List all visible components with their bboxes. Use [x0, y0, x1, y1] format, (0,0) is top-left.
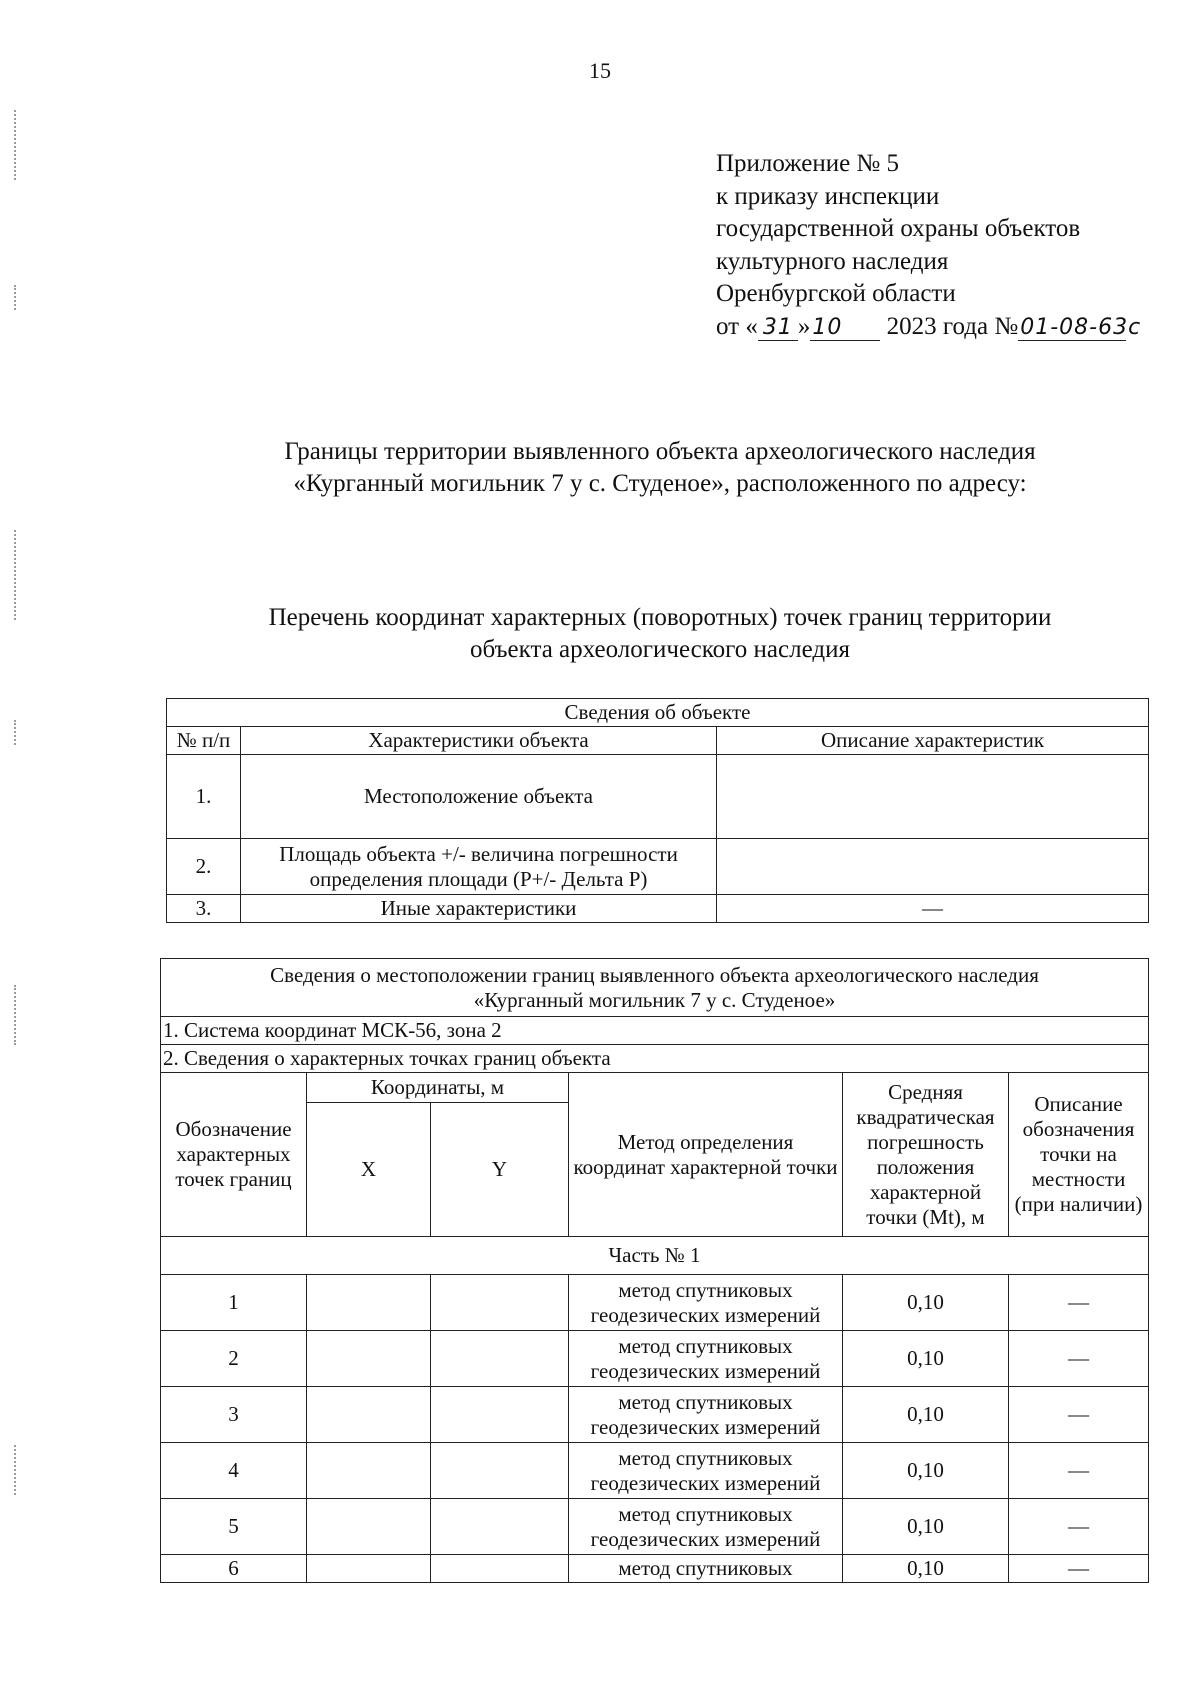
scan-edge-mark — [14, 1445, 22, 1495]
location-table-title — [161, 959, 1149, 1017]
point-number: 6 — [161, 1555, 307, 1583]
method-cell: метод спутниковых — [569, 1555, 843, 1583]
title-line: «Курганный могильник 7 у с. Студеное» — [473, 987, 836, 1012]
scan-edge-mark — [14, 285, 22, 310]
characteristic-desc — [717, 839, 1149, 895]
appendix-title: Приложение № 5 — [716, 150, 900, 177]
method-cell: метод спутниковых геодезических измерений — [569, 1275, 843, 1331]
column-header: Характеристики объекта — [241, 727, 717, 755]
handwritten-month: 10 — [810, 316, 880, 341]
header-coordinates: Координаты, м — [307, 1073, 569, 1103]
appendix-line: культурного наследия — [716, 247, 949, 275]
characteristic-desc — [717, 755, 1149, 839]
method-cell: метод спутниковых геодезических измерений — [569, 1331, 843, 1387]
description-cell: — — [1009, 1387, 1149, 1443]
header-x: X — [307, 1103, 431, 1237]
date-prefix: от « — [716, 312, 758, 340]
method-cell: метод спутниковых геодезических измерений — [569, 1387, 843, 1443]
row-number: 3. — [167, 895, 241, 923]
coord-x — [307, 1443, 431, 1499]
accuracy-cell: 0,10 — [843, 1499, 1009, 1555]
document-heading — [0, 436, 1200, 500]
accuracy-cell: 0,10 — [843, 1443, 1009, 1499]
characteristic-name: Иные характеристики — [241, 895, 717, 923]
coord-y — [431, 1275, 569, 1331]
description-cell: — — [1009, 1443, 1149, 1499]
description-cell: — — [1009, 1555, 1149, 1583]
coord-y — [431, 1555, 569, 1583]
heading-line: Границы территории выявленного объекта археологического наследия — [284, 438, 1036, 465]
coord-y — [431, 1387, 569, 1443]
appendix-line: к приказу инспекции — [716, 182, 940, 210]
scan-edge-mark — [14, 720, 22, 745]
coord-x — [307, 1387, 431, 1443]
appendix-line: Оренбургской области — [716, 280, 956, 307]
method-cell: метод спутниковых геодезических измерений — [569, 1443, 843, 1499]
row-number: 2. — [167, 839, 241, 895]
header-designation: Обозначение характерных точек границ — [161, 1073, 307, 1237]
point-number: 2 — [161, 1331, 307, 1387]
coordinate-system: 1. Система координат МСК-56, зона 2 — [161, 1017, 1149, 1045]
row-number: 1. — [167, 755, 241, 839]
points-info-label: 2. Сведения о характерных точках границ объекта — [161, 1045, 1149, 1073]
characteristic-name: Площадь объекта +/- величина погрешности определения площади (Р+/- Дельта Р) — [241, 839, 717, 895]
point-number: 1 — [161, 1275, 307, 1331]
description-cell: — — [1009, 1499, 1149, 1555]
handwritten-day: 31 — [758, 316, 798, 341]
document-subheading — [0, 602, 1200, 666]
description-cell: — — [1009, 1331, 1149, 1387]
point-number: 3 — [161, 1387, 307, 1443]
accuracy-cell: 0,10 — [843, 1387, 1009, 1443]
date-quote: » — [797, 312, 811, 340]
coord-y — [431, 1331, 569, 1387]
header-method: Метод определения координат характерной точки — [569, 1073, 843, 1237]
subheading-line: объекта археологического наследия — [470, 636, 850, 663]
subheading-line: Перечень координат характерных (поворотных) точек границ территории — [268, 604, 1052, 631]
header-y: Y — [431, 1103, 569, 1237]
coord-x — [307, 1275, 431, 1331]
appendix-block — [716, 148, 1142, 343]
handwritten-order-number: 01-08-63с — [1020, 314, 1142, 340]
object-info-table — [166, 698, 1149, 923]
coord-x — [307, 1331, 431, 1387]
description-cell: — — [1009, 1275, 1149, 1331]
object-table-title: Сведения об объекте — [167, 699, 1149, 727]
column-header: Описание характеристик — [717, 727, 1149, 755]
accuracy-cell: 0,10 — [843, 1275, 1009, 1331]
order-date-line — [716, 311, 1142, 344]
method-cell: метод спутниковых геодезических измерений — [569, 1499, 843, 1555]
boundary-points-table — [160, 958, 1149, 1583]
coord-x — [307, 1555, 431, 1583]
accuracy-cell: 0,10 — [843, 1555, 1009, 1583]
part-label: Часть № 1 — [161, 1237, 1149, 1275]
accuracy-cell: 0,10 — [843, 1331, 1009, 1387]
title-line: Сведения о местоположении границ выявленного объекта археологического наследия — [270, 962, 1039, 987]
page-number: 15 — [589, 58, 611, 83]
scan-edge-mark — [14, 985, 22, 1045]
point-number: 5 — [161, 1499, 307, 1555]
coord-x — [307, 1499, 431, 1555]
column-header: № п/п — [167, 727, 241, 755]
heading-line: «Курганный могильник 7 у с. Студеное», расположенного по адресу: — [293, 470, 1027, 497]
coord-y — [431, 1499, 569, 1555]
coord-y — [431, 1443, 569, 1499]
point-number: 4 — [161, 1443, 307, 1499]
characteristic-name: Местоположение объекта — [241, 755, 717, 839]
date-year: 2023 года № — [886, 312, 1019, 340]
header-accuracy: Средняя квадратическая погрешность положения характерной точки (Mt), м — [843, 1073, 1009, 1237]
appendix-line: государственной охраны объектов — [716, 215, 1081, 242]
header-description: Описание обозначения точки на местности (при наличии) — [1009, 1073, 1149, 1237]
scan-edge-mark — [14, 110, 22, 180]
characteristic-desc: — — [717, 895, 1149, 923]
